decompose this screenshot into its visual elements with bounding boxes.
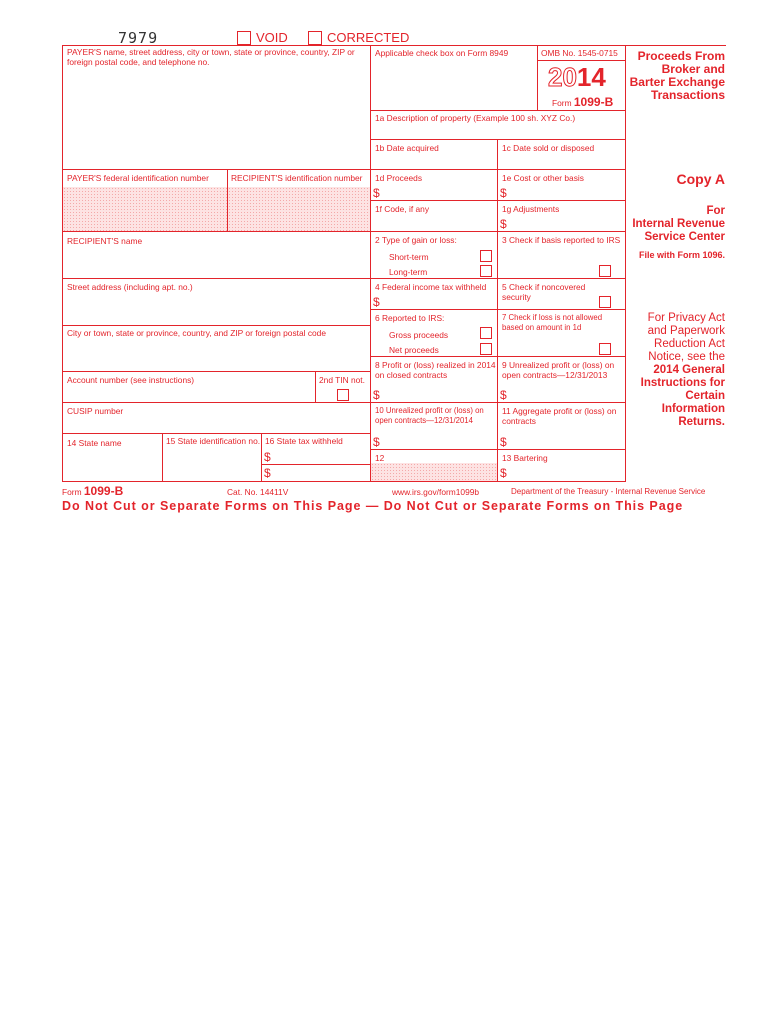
corrected-label: CORRECTED (327, 30, 410, 45)
box-5-label: 5 Check if noncovered security (502, 282, 586, 302)
form-number-label: 1099-B (573, 95, 614, 109)
box-3-label: 3 Check if basis reported to IRS (502, 235, 621, 245)
form-code: 7979 (118, 29, 159, 47)
box-7-checkbox[interactable] (599, 343, 611, 355)
box-1d-dollar: $ (373, 186, 380, 200)
irs-center-block (620, 205, 725, 244)
payer-name-field[interactable] (63, 70, 369, 168)
box-6-label: 6 Reported to IRS: (375, 313, 445, 323)
box-1d-label: 1d Proceeds (375, 173, 423, 183)
privacy-line-1: For Privacy Act (647, 312, 725, 324)
box-13-label: 13 Bartering (502, 453, 548, 463)
box-1f-label: 1f Code, if any (375, 204, 430, 214)
box-16-dollar-1: $ (264, 450, 271, 464)
box-9-label: 9 Unrealized profit or (loss) on open contracts—12/31/2013 (502, 360, 615, 380)
void-checkbox[interactable] (237, 31, 251, 45)
box-1b-label: 1b Date acquired (375, 143, 439, 153)
privacy-line-5: 2014 General (653, 364, 725, 376)
privacy-line-2: and Paperwork (647, 325, 725, 337)
box-11-dollar: $ (500, 435, 507, 449)
box-1g-dollar: $ (500, 217, 507, 231)
privacy-block (620, 312, 725, 429)
street-address-label: Street address (including apt. no.) (67, 282, 193, 292)
city-label: City or town, state or province, country, and ZIP or foreign postal code (67, 328, 326, 338)
footer-form-id: 1099-B (83, 484, 124, 498)
irs-center-line-1: Internal Revenue (632, 218, 725, 230)
long-term-checkbox[interactable] (480, 265, 492, 277)
second-tin-label: 2nd TIN not. (319, 375, 365, 385)
form-number-header (552, 95, 613, 109)
for-label: For (706, 205, 725, 217)
footer-cat-no: Cat. No. 14411V (227, 487, 289, 497)
footer-form-number (62, 484, 123, 498)
payer-id-shade (63, 187, 227, 231)
title-line-1: Proceeds From (637, 49, 725, 63)
applicable-checkbox-label: Applicable check box on Form 8949 (375, 48, 509, 58)
gross-proceeds-label: Gross proceeds (389, 330, 449, 340)
box-4-label: 4 Federal income tax withheld (375, 282, 487, 292)
box-14-label: 14 State name (67, 438, 122, 448)
short-term-checkbox[interactable] (480, 250, 492, 262)
recipient-name-label: RECIPIENT'S name (67, 236, 143, 246)
box-1e-dollar: $ (500, 186, 507, 200)
title-line-3: Barter Exchange (629, 75, 725, 89)
box-13-dollar: $ (500, 466, 507, 480)
form-small-label: Form (552, 98, 572, 108)
footer-form-prefix: Form (62, 487, 82, 497)
irs-center-line-2: Service Center (644, 231, 725, 243)
long-term-label: Long-term (389, 267, 428, 277)
void-label: VOID (256, 30, 288, 45)
payer-name-label: PAYER'S name, street address, city or town, state or province, country, ZIP or foreign postal code, and telephone no. (67, 47, 355, 67)
box-12-label: 12 (375, 453, 385, 463)
footer-website: www.irs.gov/form1099b (392, 487, 480, 497)
box-8-dollar: $ (373, 388, 380, 402)
footer-department: Department of the Treasury - Internal Revenue Service (511, 487, 706, 496)
second-tin-checkbox[interactable] (337, 389, 349, 401)
net-proceeds-label: Net proceeds (389, 345, 439, 355)
privacy-line-8: Information (661, 403, 725, 415)
box-1e-label: 1e Cost or other basis (502, 173, 584, 183)
recipient-id-label: RECIPIENT'S identification number (231, 173, 363, 183)
account-number-label: Account number (see instructions) (67, 375, 195, 385)
privacy-line-9: Returns. (678, 416, 725, 428)
box-1c-label: 1c Date sold or disposed (502, 143, 595, 153)
box-10-label: 10 Unrealized profit or (loss) on open contracts—12/31/2014 (375, 406, 484, 425)
privacy-line-3: Reduction Act (654, 338, 725, 350)
box-16-label: 16 State tax withheld (265, 436, 343, 446)
box-16-dollar-2: $ (264, 466, 271, 480)
box-3-checkbox[interactable] (599, 265, 611, 277)
box-1a-label: 1a Description of property (Example 100 sh. XYZ Co.) (375, 113, 576, 123)
box-7-label: 7 Check if loss is not allowed based on amount in 1d (502, 313, 603, 332)
payer-fed-id-label: PAYER'S federal identification number (67, 173, 209, 183)
box-8-label: 8 Profit or (loss) realized in 2014 on closed contracts (375, 360, 496, 380)
gross-proceeds-checkbox[interactable] (480, 327, 492, 339)
form-title (620, 50, 725, 102)
privacy-line-7: Certain (685, 390, 725, 402)
box-12-shade (371, 463, 497, 481)
tax-year-bold: 14 (576, 62, 606, 92)
box-11-label: 11 Aggregate profit or (loss) on contracts (502, 406, 617, 426)
file-with-label: File with Form 1096. (638, 250, 725, 260)
tax-year-outline: 20 (548, 62, 577, 92)
box-4-dollar: $ (373, 295, 380, 309)
privacy-line-4: Notice, see the (648, 351, 725, 363)
do-not-cut-banner: Do Not Cut or Separate Forms on This Page — Do Not Cut or Separate Forms on This Page (62, 499, 684, 513)
tax-year (548, 63, 606, 91)
box-2-label: 2 Type of gain or loss: (375, 235, 457, 245)
box-15-label: 15 State identification no. (166, 436, 261, 446)
title-line-2: Broker and (661, 62, 725, 76)
short-term-label: Short-term (389, 252, 429, 262)
box-1g-label: 1g Adjustments (502, 204, 560, 214)
title-line-4: Transactions (650, 88, 725, 102)
privacy-line-6: Instructions for (640, 377, 725, 389)
box-9-dollar: $ (500, 388, 507, 402)
omb-number: OMB No. 1545-0715 (541, 48, 618, 58)
net-proceeds-checkbox[interactable] (480, 343, 492, 355)
corrected-checkbox[interactable] (308, 31, 322, 45)
box-10-dollar: $ (373, 435, 380, 449)
recipient-id-shade (228, 187, 370, 231)
copy-a-label: Copy A (676, 171, 725, 187)
cusip-label: CUSIP number (67, 406, 124, 416)
box-5-checkbox[interactable] (599, 296, 611, 308)
